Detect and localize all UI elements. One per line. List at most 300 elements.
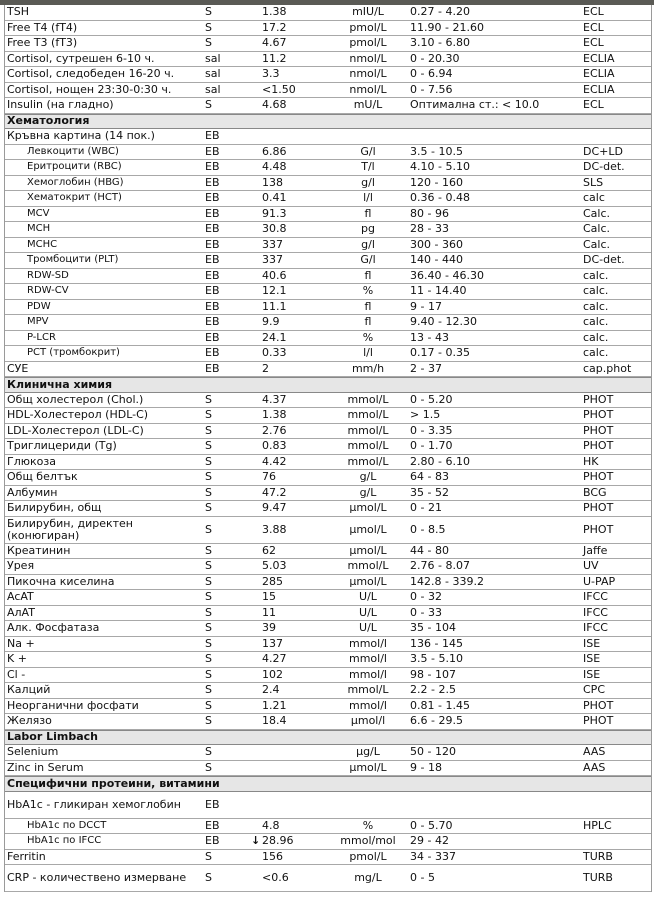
cell-name: Желязо: [7, 714, 52, 728]
result-row: [5, 606, 651, 622]
cell-unit: fl: [364, 206, 372, 220]
section-header: [5, 377, 651, 393]
cell-sample: EB: [205, 797, 220, 811]
cell-name: Триглицериди (Tg): [7, 439, 117, 453]
cell-range: 80 - 96: [410, 206, 449, 220]
result-row: [5, 834, 651, 850]
cell-unit: pmol/L: [349, 36, 387, 50]
cell-method: calc.: [583, 315, 609, 329]
result-row: [5, 683, 651, 699]
section-header: [5, 730, 651, 746]
cell-unit: µmol/L: [349, 522, 387, 536]
result-row: [5, 222, 651, 238]
cell-value: 1.38: [262, 408, 287, 422]
cell-range: 136 - 145: [410, 636, 463, 650]
cell-value: 47.2: [262, 485, 287, 499]
cell-value: 91.3: [262, 206, 287, 220]
cell-name: Алк. Фосфатаза: [7, 621, 100, 635]
cell-range: 0 - 5.70: [410, 818, 453, 832]
cell-range: 0.81 - 1.45: [410, 698, 470, 712]
cell-sample: S: [205, 590, 212, 604]
cell-unit: µmol/L: [349, 501, 387, 515]
cell-value: 137: [262, 636, 283, 650]
cell-range: > 1.5: [410, 408, 441, 422]
cell-sample: S: [205, 559, 212, 573]
cell-name: TSH: [7, 5, 29, 19]
cell-method: IFCC: [583, 590, 608, 604]
cell-sample: S: [205, 423, 212, 437]
result-row: [5, 439, 651, 455]
section-title: Клинична химия: [7, 377, 113, 391]
cell-name: Общ белтък: [7, 470, 78, 484]
cell-sample: EB: [205, 144, 220, 158]
cell-name: P-LCR: [27, 331, 56, 343]
cell-method: PHOT: [583, 439, 614, 453]
cell-value: 9.9: [262, 315, 280, 329]
result-row: [5, 83, 651, 99]
cell-value: 76: [262, 470, 276, 484]
cell-range: 3.5 - 5.10: [410, 652, 463, 666]
cell-unit: mmol/l: [349, 652, 387, 666]
cell-name: AcAT: [7, 590, 34, 604]
cell-value: 4.68: [262, 98, 287, 112]
cell-unit: mU/L: [353, 98, 383, 112]
cell-value: 4.37: [262, 392, 287, 406]
cell-method: DC-det.: [583, 160, 625, 174]
cell-unit: l/l: [363, 346, 373, 360]
cell-sample: EB: [205, 361, 220, 375]
cell-value: 18.4: [262, 714, 287, 728]
cell-name: СУЕ: [7, 361, 29, 375]
cell-sample: S: [205, 36, 212, 50]
cell-unit: nmol/L: [349, 82, 387, 96]
cell-unit: mmol/L: [347, 408, 389, 422]
cell-range: 0 - 3.35: [410, 423, 453, 437]
cell-range: 44 - 80: [410, 543, 449, 557]
cell-method: HK: [583, 454, 599, 468]
cell-method: DC-det.: [583, 253, 625, 267]
result-row: [5, 517, 651, 544]
cell-value: 11.1: [262, 299, 287, 313]
cell-name: Албумин: [7, 485, 58, 499]
cell-sample: S: [205, 20, 212, 34]
cell-sample: S: [205, 439, 212, 453]
cell-sample: S: [205, 683, 212, 697]
cell-value: 1.21: [262, 698, 287, 712]
cell-method: ECL: [583, 5, 604, 19]
cell-unit: %: [362, 330, 374, 344]
cell-value: 40.6: [262, 268, 287, 282]
cell-name: Пикочна киселина: [7, 574, 115, 588]
result-row: [5, 559, 651, 575]
cell-value: 0.83: [262, 439, 287, 453]
result-row: [5, 300, 651, 316]
result-row: [5, 544, 651, 560]
cell-unit: mm/h: [351, 361, 385, 375]
cell-sample: S: [205, 5, 212, 19]
cell-method: SLS: [583, 175, 604, 189]
cell-name: Кръвна картина (14 пок.): [7, 129, 155, 143]
section-title: Специфични протеини, витамини: [7, 776, 220, 790]
cell-range: 9 - 17: [410, 299, 442, 313]
cell-name: Хемоглобин (HBG): [27, 176, 124, 188]
cell-unit: nmol/L: [349, 67, 387, 81]
cell-name: MCHC: [27, 238, 58, 250]
cell-unit: mmol/l: [349, 698, 387, 712]
cell-unit: fl: [364, 299, 372, 313]
cell-sample: EB: [205, 299, 220, 313]
cell-method: BCG: [583, 485, 607, 499]
cell-name: Ferritin: [7, 849, 46, 863]
cell-name: Selenium: [7, 745, 59, 759]
result-row: [5, 52, 651, 68]
cell-value: 11: [262, 605, 276, 619]
cell-method: calc: [583, 191, 605, 205]
cell-unit: mmol/l: [349, 667, 387, 681]
result-row: [5, 714, 651, 730]
cell-unit: mmol/L: [347, 559, 389, 573]
cell-unit: T/l: [361, 160, 375, 174]
section-header: [5, 776, 651, 792]
cell-unit: G/l: [360, 253, 376, 267]
cell-value: 337: [262, 253, 283, 267]
cell-unit: mmol/L: [347, 454, 389, 468]
cell-range: 2.76 - 8.07: [410, 559, 470, 573]
result-row: [5, 470, 651, 486]
result-row: [5, 98, 651, 114]
cell-value: 3.88: [262, 522, 287, 536]
cell-method: calc.: [583, 299, 609, 313]
cell-name: Тромбоцити (PLT): [27, 254, 119, 266]
cell-unit: fl: [364, 315, 372, 329]
cell-sample: S: [205, 636, 212, 650]
cell-sample: EB: [205, 253, 220, 267]
cell-unit: %: [362, 284, 374, 298]
cell-unit: U/L: [359, 590, 377, 604]
section-header: [5, 114, 651, 130]
cell-unit: mmol/mol: [340, 834, 396, 848]
cell-sample: EB: [205, 222, 220, 236]
cell-sample: EB: [205, 315, 220, 329]
result-row: [5, 637, 651, 653]
cell-name: HDL-Холестерол (HDL-C): [7, 408, 149, 422]
cell-name: Free T3 (fT3): [7, 36, 78, 50]
cell-range: 3.5 - 10.5: [410, 144, 463, 158]
cell-method: AAS: [583, 745, 606, 759]
cell-sample: S: [205, 470, 212, 484]
cell-range: 28 - 33: [410, 222, 449, 236]
cell-sample: S: [205, 501, 212, 515]
cell-name: Na +: [7, 636, 35, 650]
cell-sample: S: [205, 698, 212, 712]
cell-value: 15: [262, 590, 276, 604]
cell-method: PHOT: [583, 392, 614, 406]
cell-value: 4.8: [262, 818, 280, 832]
cell-range: 98 - 107: [410, 667, 456, 681]
cell-method: PHOT: [583, 470, 614, 484]
cell-range: 35 - 104: [410, 621, 456, 635]
cell-sample: EB: [205, 237, 220, 251]
cell-range: 0 - 8.5: [410, 522, 446, 536]
cell-sample: S: [205, 652, 212, 666]
cell-value: 12.1: [262, 284, 287, 298]
cell-value: 0.33: [262, 346, 287, 360]
cell-unit: mmol/L: [347, 392, 389, 406]
result-row: [5, 455, 651, 471]
cell-value: 5.03: [262, 559, 287, 573]
cell-method: CPC: [583, 683, 605, 697]
cell-value: 39: [262, 621, 276, 635]
cell-unit: mmol/L: [347, 439, 389, 453]
cell-method: Jaffe: [583, 543, 608, 557]
cell-value: <1.50: [262, 82, 296, 96]
cell-value: 11.2: [262, 51, 287, 65]
cell-name: Урея: [7, 559, 35, 573]
cell-value: 2: [262, 361, 269, 375]
cell-name: Cortisol, нощен 23:30-0:30 ч.: [7, 82, 172, 96]
cell-method: calc.: [583, 284, 609, 298]
cell-sample: EB: [205, 268, 220, 282]
result-row: [5, 315, 651, 331]
cell-method: PHOT: [583, 698, 614, 712]
cell-sample: S: [205, 605, 212, 619]
result-row: [5, 160, 651, 176]
cell-range: 0.36 - 0.48: [410, 191, 470, 205]
cell-unit: g/L: [359, 470, 377, 484]
cell-value: 4.27: [262, 652, 287, 666]
result-row: [5, 408, 651, 424]
cell-unit: l/l: [363, 191, 373, 205]
cell-method: ISE: [583, 636, 601, 650]
result-row: [5, 362, 651, 378]
cell-method: IFCC: [583, 621, 608, 635]
cell-sample: EB: [205, 330, 220, 344]
cell-unit: nmol/L: [349, 51, 387, 65]
result-row: [5, 238, 651, 254]
cell-name: Хематокрит (HCT): [27, 192, 122, 204]
result-row: [5, 865, 651, 892]
cell-value: 1.38: [262, 5, 287, 19]
cell-name: Cortisol, следобеден 16-20 ч.: [7, 67, 175, 81]
cell-range: 140 - 440: [410, 253, 463, 267]
cell-value: 4.42: [262, 454, 287, 468]
cell-method: ECL: [583, 98, 604, 112]
cell-range: 9.40 - 12.30: [410, 315, 477, 329]
cell-method: IFCC: [583, 605, 608, 619]
result-row: [5, 393, 651, 409]
cell-name: MPV: [27, 316, 49, 328]
cell-unit: µmol/L: [349, 760, 387, 774]
cell-range: 2 - 37: [410, 361, 442, 375]
cell-value: 2.4: [262, 683, 280, 697]
cell-method: Calc.: [583, 237, 611, 251]
cell-name: Cl -: [7, 667, 26, 681]
cell-method: TURB: [583, 871, 613, 884]
result-row: [5, 501, 651, 517]
result-row: [5, 850, 651, 866]
cell-range: 300 - 360: [410, 237, 463, 251]
cell-sample: S: [205, 760, 212, 774]
cell-unit: g/L: [359, 485, 377, 499]
cell-sample: sal: [205, 82, 221, 96]
cell-range: 2.2 - 2.5: [410, 683, 456, 697]
cell-unit: pg: [361, 222, 375, 236]
cell-method: PHOT: [583, 501, 614, 515]
cell-sample: EB: [205, 284, 220, 298]
cell-sample: S: [205, 745, 212, 759]
cell-sample: S: [205, 849, 212, 863]
cell-unit: U/L: [359, 605, 377, 619]
cell-unit: mmol/l: [349, 636, 387, 650]
cell-sample: S: [205, 871, 212, 884]
cell-method: ECL: [583, 20, 604, 34]
cell-unit: mmol/L: [347, 423, 389, 437]
cell-value: 9.47: [262, 501, 287, 515]
cell-value: 0.41: [262, 191, 287, 205]
result-row: [5, 145, 651, 161]
result-row: [5, 21, 651, 37]
cell-range: 3.10 - 6.80: [410, 36, 470, 50]
result-row: [5, 621, 651, 637]
cell-method: calc.: [583, 268, 609, 282]
cell-range: 0 - 7.56: [410, 82, 453, 96]
result-row: [5, 191, 651, 207]
cell-unit: µmol/L: [349, 543, 387, 557]
cell-method: ISE: [583, 652, 601, 666]
lab-results-table: [4, 5, 652, 892]
cell-range: 0 - 21: [410, 501, 442, 515]
cell-sample: EB: [205, 834, 220, 848]
cell-method: PHOT: [583, 714, 614, 728]
cell-value: 102: [262, 667, 283, 681]
cell-name: Неорганични фосфати: [7, 698, 139, 712]
cell-method: AAS: [583, 760, 606, 774]
cell-sample: sal: [205, 51, 221, 65]
result-row: [5, 67, 651, 83]
cell-name: Insulin (на гладно): [7, 98, 114, 112]
result-row: [5, 819, 651, 835]
result-row: [5, 331, 651, 347]
cell-sample: S: [205, 408, 212, 422]
result-row: [5, 668, 651, 684]
cell-method: ECLIA: [583, 82, 615, 96]
cell-sample: S: [205, 543, 212, 557]
cell-name: Билирубин, директен (конюгиран): [7, 516, 134, 542]
cell-range: 0 - 5.20: [410, 392, 453, 406]
cell-sample: EB: [205, 206, 220, 220]
cell-sample: S: [205, 621, 212, 635]
cell-method: cap.phot: [583, 361, 632, 375]
cell-unit: %: [362, 818, 374, 832]
cell-range: 34 - 337: [410, 849, 456, 863]
cell-unit: pmol/L: [349, 849, 387, 863]
cell-method: Calc.: [583, 206, 611, 220]
cell-range: 29 - 42: [410, 834, 449, 848]
cell-sample: sal: [205, 67, 221, 81]
cell-sample: S: [205, 574, 212, 588]
cell-sample: EB: [205, 175, 220, 189]
cell-unit: g/l: [361, 237, 375, 251]
result-row: [5, 346, 651, 362]
cell-sample: S: [205, 714, 212, 728]
result-row: [5, 129, 651, 145]
cell-range: 35 - 52: [410, 485, 449, 499]
cell-value: 156: [262, 849, 283, 863]
result-row: [5, 176, 651, 192]
result-row: [5, 792, 651, 819]
cell-name: HbA1c - гликиран хемоглобин: [7, 797, 181, 811]
cell-method: ECLIA: [583, 51, 615, 65]
result-row: [5, 745, 651, 761]
low-arrow-icon: ↓: [251, 834, 261, 848]
cell-method: ISE: [583, 667, 601, 681]
cell-name: MCH: [27, 223, 51, 235]
cell-range: 120 - 160: [410, 175, 463, 189]
result-row: [5, 284, 651, 300]
cell-value: 2.76: [262, 423, 287, 437]
cell-method: TURB: [583, 849, 613, 863]
result-row: [5, 253, 651, 269]
cell-range: 0.17 - 0.35: [410, 346, 470, 360]
cell-name: HbA1c по IFCC: [27, 835, 102, 847]
cell-name: Левкоцити (WBC): [27, 145, 119, 157]
cell-method: Calc.: [583, 222, 611, 236]
cell-range: 0 - 1.70: [410, 439, 453, 453]
cell-range: 36.40 - 46.30: [410, 268, 484, 282]
cell-method: DC+LD: [583, 144, 623, 158]
cell-value: 24.1: [262, 330, 287, 344]
result-row: [5, 699, 651, 715]
cell-range: 142.8 - 339.2: [410, 574, 484, 588]
cell-unit: pmol/L: [349, 20, 387, 34]
section-title: Хематология: [7, 114, 90, 128]
result-row: [5, 5, 651, 21]
cell-value: 4.48: [262, 160, 287, 174]
cell-value: 62: [262, 543, 276, 557]
cell-method: ECLIA: [583, 67, 615, 81]
cell-name: Zinc in Serum: [7, 760, 84, 774]
cell-sample: S: [205, 454, 212, 468]
cell-name: Билирубин, общ: [7, 501, 102, 515]
cell-value: 17.2: [262, 20, 287, 34]
result-row: [5, 590, 651, 606]
cell-name: RDW-SD: [27, 269, 69, 281]
cell-sample: EB: [205, 160, 220, 174]
cell-value: 337: [262, 237, 283, 251]
result-row: [5, 652, 651, 668]
cell-name: AлAT: [7, 605, 35, 619]
cell-name: Креатинин: [7, 543, 71, 557]
cell-unit: mIU/L: [352, 5, 384, 19]
cell-value: 28.96: [262, 834, 294, 848]
cell-sample: S: [205, 485, 212, 499]
cell-sample: EB: [205, 346, 220, 360]
cell-method: PHOT: [583, 522, 614, 536]
cell-value: 285: [262, 574, 283, 588]
cell-value: 4.67: [262, 36, 287, 50]
cell-range: 9 - 18: [410, 760, 442, 774]
cell-method: PHOT: [583, 423, 614, 437]
cell-value: <0.6: [262, 871, 289, 884]
cell-name: Free T4 (fT4): [7, 20, 78, 34]
result-row: [5, 761, 651, 777]
cell-range: 13 - 43: [410, 330, 449, 344]
cell-value: 3.3: [262, 67, 280, 81]
cell-range: Оптимална ст.: < 10.0: [410, 98, 540, 112]
cell-method: calc.: [583, 330, 609, 344]
cell-value: 6.86: [262, 144, 287, 158]
cell-name: PCT (тромбокрит): [27, 347, 120, 359]
